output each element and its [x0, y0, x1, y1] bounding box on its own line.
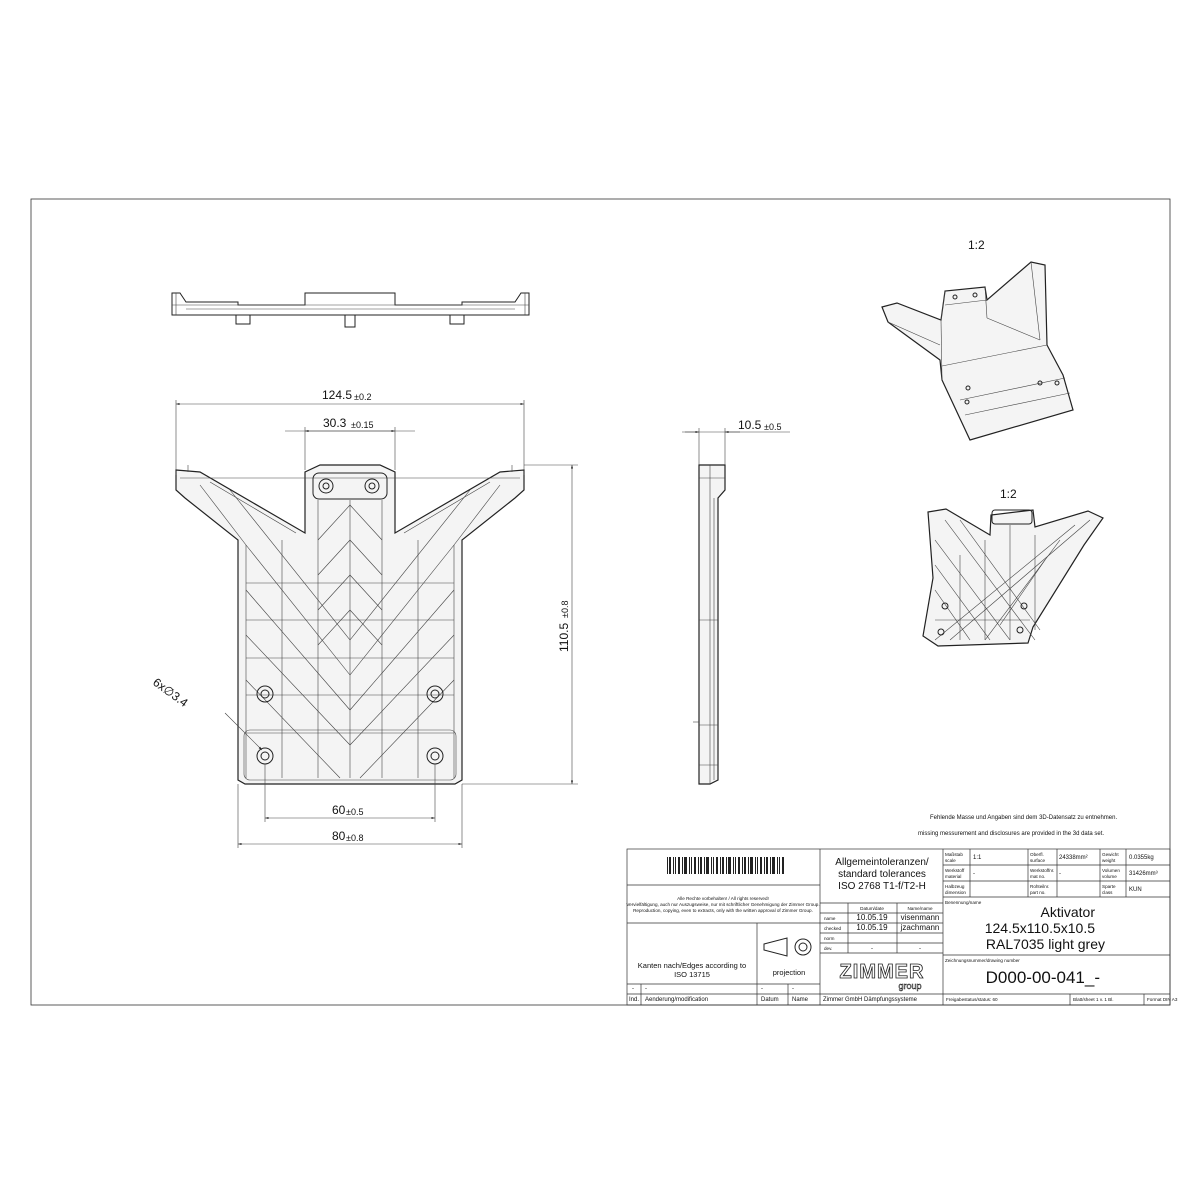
surface-label-de: Oberfl. — [1030, 852, 1044, 857]
hdr-name: Name/name — [907, 906, 933, 911]
rawpart-label-de: Rohteilnr. — [1030, 884, 1050, 889]
rev-modification: Aenderung/modification — [645, 997, 709, 1003]
dim-height: 110.5 — [557, 622, 571, 652]
iso-view-front — [923, 487, 1103, 646]
weight-label-en: weight — [1102, 858, 1116, 863]
class-label-en: class — [1102, 890, 1113, 895]
row-dev-label: dev. — [824, 946, 833, 951]
tolerance-line-2: standard tolerances — [838, 869, 926, 880]
material-value: - — [973, 871, 975, 877]
dim-base-width: 80 — [332, 829, 346, 843]
part-name-3: RAL7035 light grey — [985, 936, 1105, 952]
top-view — [172, 293, 529, 327]
name-header: Benennung/name — [945, 900, 982, 905]
volume-label-en: volume — [1102, 874, 1117, 879]
scale-label-1: 1:2 — [968, 238, 985, 252]
rev-name: Name — [792, 997, 809, 1003]
logo-sub: group — [898, 981, 922, 991]
title-block — [626, 849, 1177, 1005]
drawing-number-header: Zeichnungsnummer/drawing number — [945, 958, 1020, 963]
scale-label-2: 1:2 — [1000, 487, 1017, 501]
dim-slot-tol: ±0.15 — [351, 420, 374, 430]
rev-dash-4: - — [792, 986, 794, 992]
tolerance-line-1: Allgemeintoleranzen/ — [835, 857, 929, 868]
dim-thickness-tol: ±0.5 — [764, 422, 782, 432]
hdr-date: Datum/date — [860, 906, 884, 911]
edges-line-1: Kanten nach/Edges according to — [637, 961, 747, 970]
rev-dash-1: - — [632, 986, 634, 992]
row-checked-date: 10.05.19 — [856, 923, 888, 932]
format: Format DIN A3 — [1147, 997, 1178, 1002]
material-label-de: Werkstoff — [945, 868, 965, 873]
volume-label-de: Volumen — [1102, 868, 1120, 873]
weight-label-de: Gewicht — [1102, 852, 1119, 857]
dim-thickness: 10.5 — [738, 418, 762, 432]
note-de: Fehlende Masse und Angaben sind dem 3D-Datensatz zu entnehmen. — [930, 815, 1118, 821]
part-name-1: Aktivator — [1040, 904, 1095, 920]
rev-ind: Ind. — [628, 997, 640, 1003]
projection-label: projection — [772, 968, 806, 977]
part-name-2: 124.5x110.5x10.5 — [984, 920, 1095, 936]
row-norm-label: norm — [824, 936, 835, 941]
scale-value: 1:1 — [973, 855, 982, 861]
class-label-de: Sparte — [1102, 884, 1116, 889]
edges-line-2: ISO 13715 — [674, 970, 710, 979]
drawing-number: D000-00-041_- — [985, 968, 1100, 987]
dim-width-tol: ±0.2 — [354, 392, 372, 402]
sheet-number: Blatt/sheet 1 v. 1 Bl. — [1073, 997, 1114, 1002]
rights-line-1: Alle Rechte vorbehalten! / All rights reserved! — [677, 896, 769, 901]
logo-text: ZIMMER — [839, 961, 925, 983]
rights-line-2: Vervielfältigung, auch nur Auszugsweise, nur mit schriftlicher Genehmigung der Zimmer Group. — [626, 902, 820, 907]
projection-symbol-icon — [764, 938, 811, 956]
class-value: KUN — [1129, 887, 1142, 893]
material-label-en: material — [945, 874, 962, 879]
rights-line-3: Reproduction, copying, even to extracts, only with the written approval of Zimmer Group. — [633, 908, 813, 913]
dim-hole-spacing-tol: ±0.5 — [346, 807, 364, 817]
rev-dash-2: - — [645, 986, 647, 992]
mat-no-value: - — [1059, 871, 1061, 877]
weight-value: 0.0355kg — [1129, 855, 1154, 861]
semi-label-de: Halbzeug — [945, 884, 965, 889]
dim-slot: 30.3 — [323, 416, 347, 430]
row-dev-date: - — [871, 946, 873, 952]
scale-label-en: scale — [945, 858, 956, 863]
dim-width: 124.5 — [322, 388, 353, 402]
row-checked-label: checked — [824, 926, 842, 931]
scale-label-de: Maßstab — [945, 852, 963, 857]
volume-value: 31426mm³ — [1129, 871, 1158, 877]
row-dev-name: - — [919, 946, 921, 952]
release-status: Freigabestatus/status: 60 — [946, 997, 998, 1002]
surface-value: 24338mm² — [1059, 855, 1088, 861]
barcode-icon — [667, 857, 784, 874]
row-name-label: name — [824, 916, 836, 921]
note-en: missing messurement and disclosures are provided in the 3d data set. — [918, 831, 1105, 837]
surface-label-en: surface — [1030, 858, 1046, 863]
tolerance-line-3: ISO 2768 T1-f/T2-H — [838, 881, 926, 892]
side-view — [682, 418, 790, 784]
rev-dash-3: - — [761, 986, 763, 992]
row-checked-name: jzachmann — [900, 923, 940, 932]
company-name: Zimmer GmbH Dämpfungssysteme — [823, 997, 918, 1003]
front-view — [176, 465, 524, 784]
zimmer-logo-icon — [840, 961, 925, 991]
dim-height-tol: ±0.8 — [560, 600, 570, 618]
mat-no-label-de: Werkstoffnr. — [1030, 868, 1055, 873]
dim-holes: 6x∅3.4 — [150, 675, 191, 710]
rawpart-label-en: part no. — [1030, 890, 1046, 895]
row-name-date: 10.05.19 — [856, 913, 888, 922]
dim-hole-spacing: 60 — [332, 803, 346, 817]
dim-base-width-tol: ±0.8 — [346, 833, 364, 843]
rev-date: Datum — [761, 997, 779, 1003]
row-name-name: visenmann — [900, 913, 940, 922]
semi-label-en: dimension — [945, 890, 966, 895]
iso-view-back — [882, 238, 1073, 440]
mat-no-label-en: mat no. — [1030, 874, 1046, 879]
